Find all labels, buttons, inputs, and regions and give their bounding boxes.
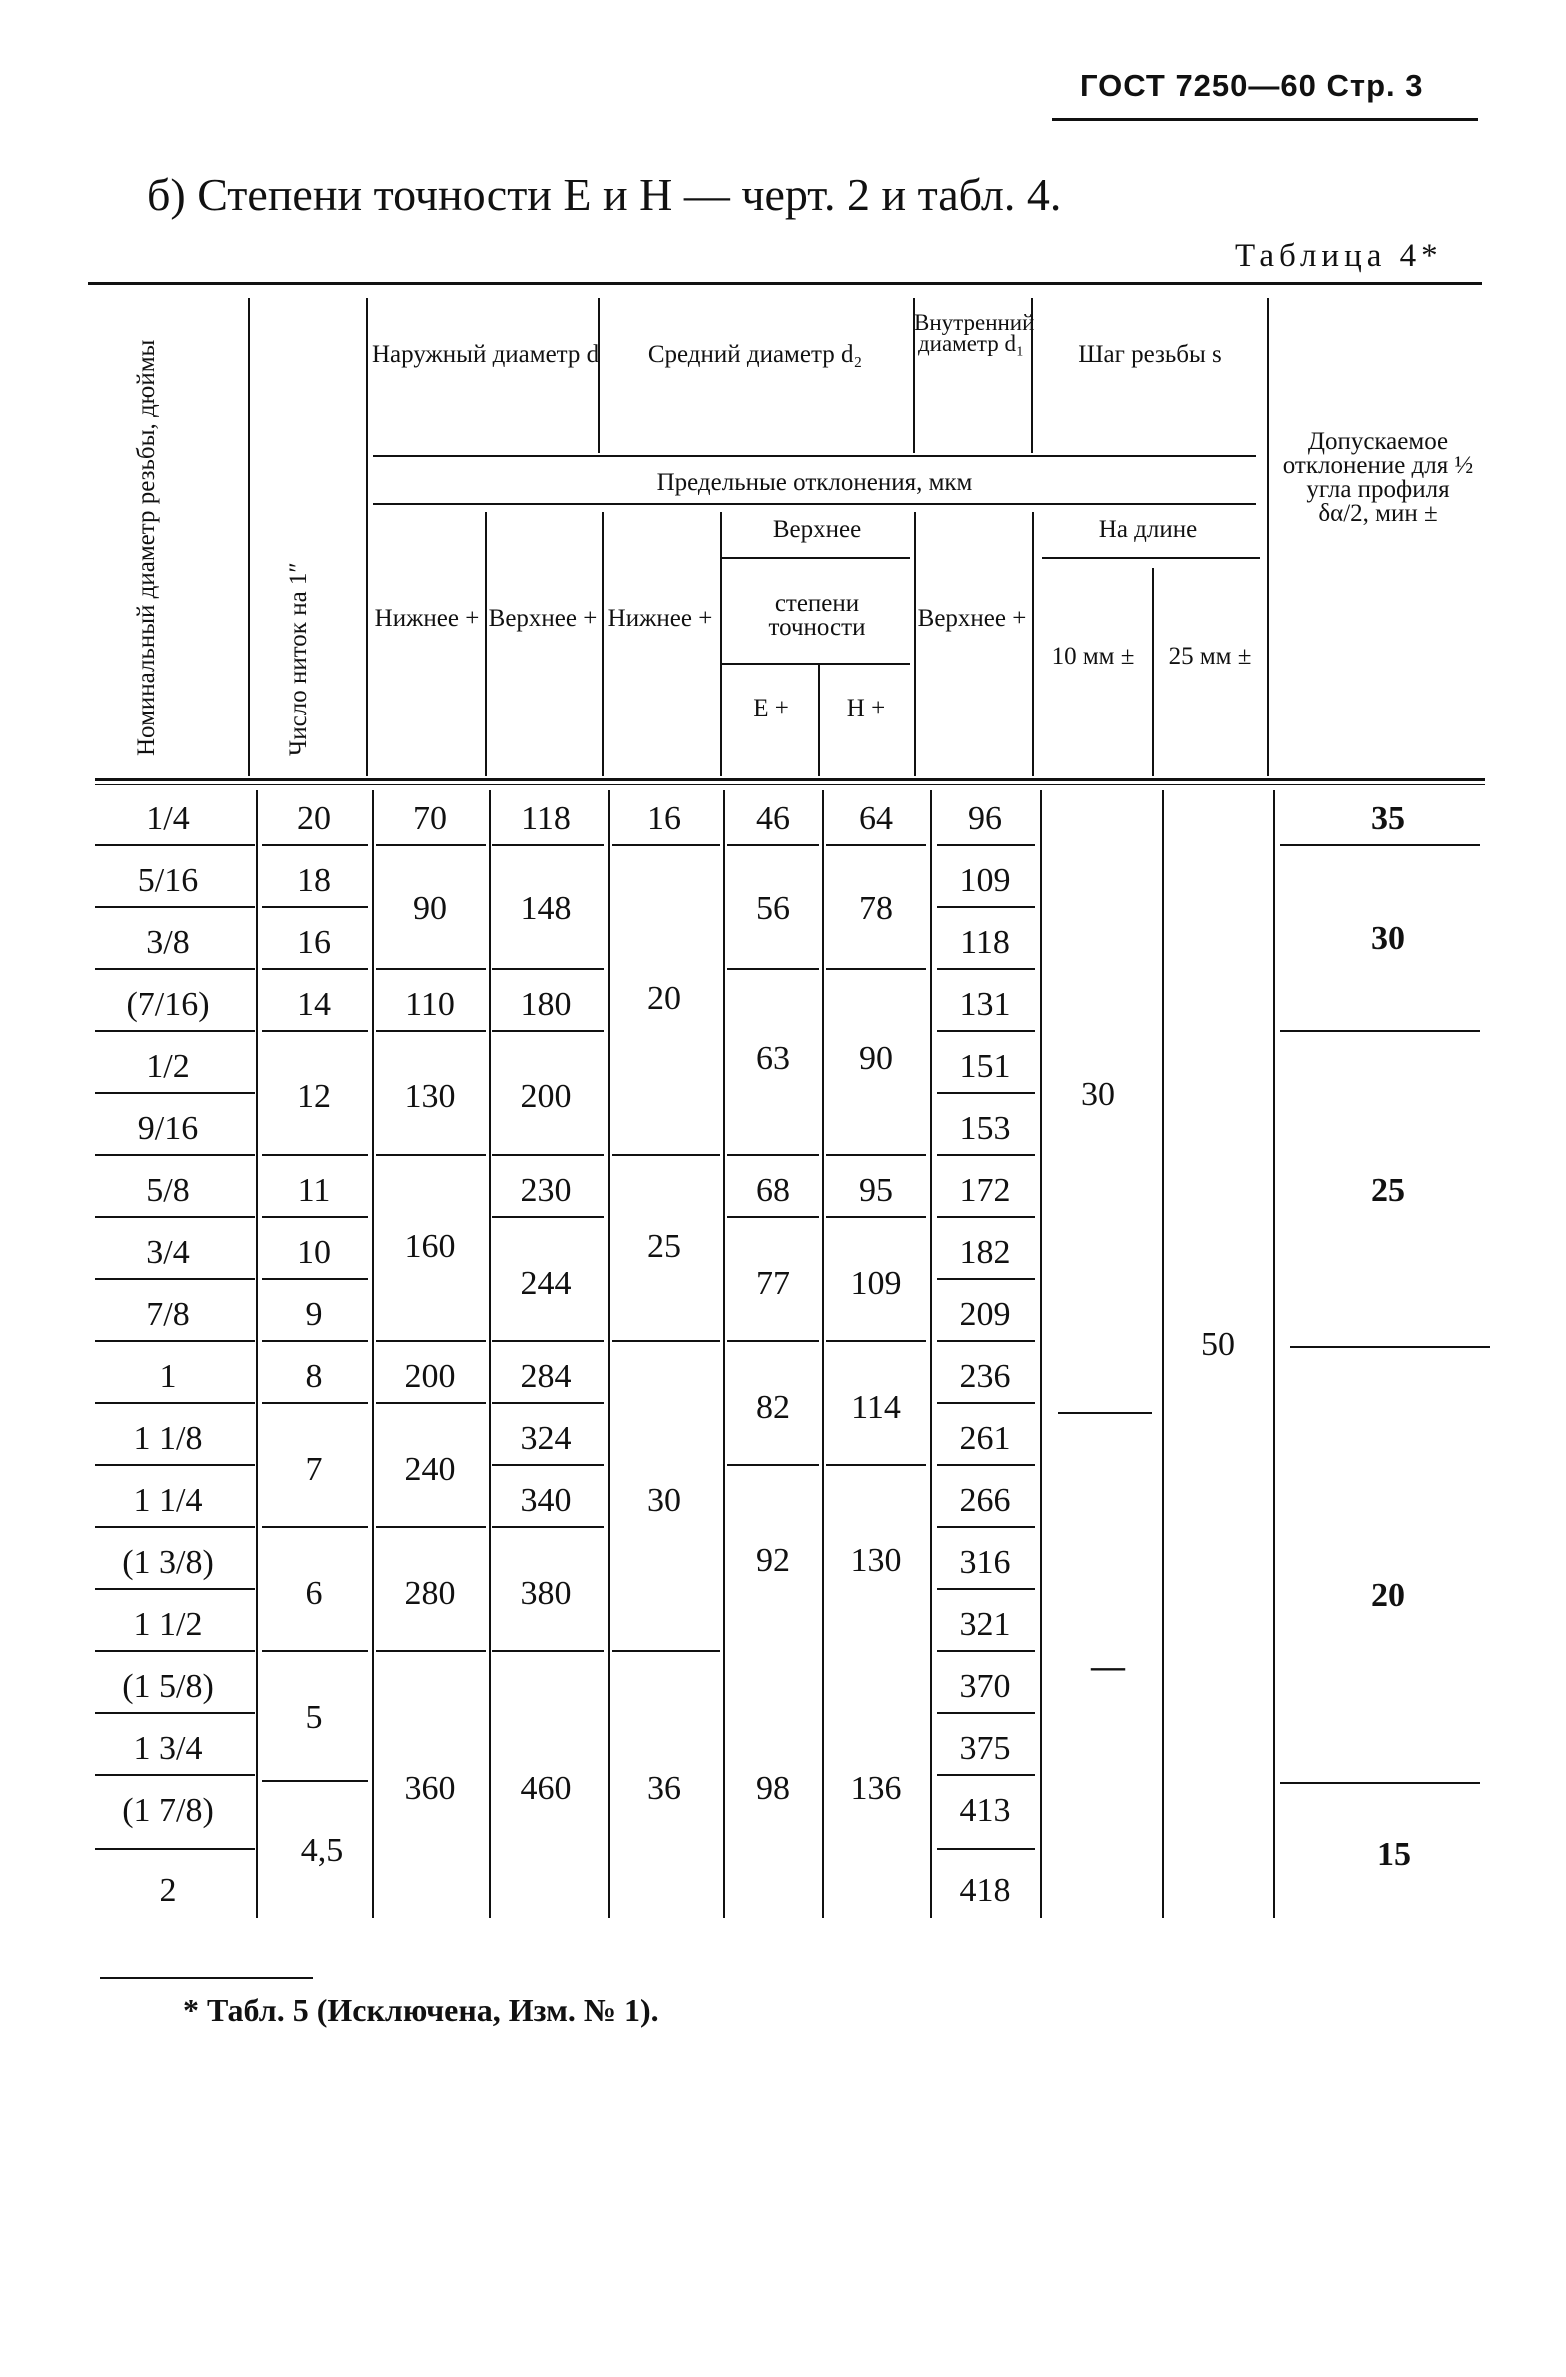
list-item: 1 1/8 (133, 1420, 203, 1457)
col-inner: Внутренний диаметр d₁ (914, 310, 1035, 356)
table-cell: 68 (756, 1172, 790, 1209)
col-pitch: Шаг резьбы s (1078, 341, 1222, 368)
list-item: 2 (159, 1872, 177, 1909)
table-cell: 98 (756, 1770, 790, 1807)
table-cell: 370 (959, 1668, 1011, 1705)
table-cell: 136 (850, 1770, 902, 1807)
footnote-rule (100, 1977, 313, 1979)
table-cell: 95 (859, 1172, 893, 1209)
table-cell: 360 (404, 1770, 456, 1807)
table-cell: 380 (520, 1575, 572, 1612)
col-H: H + (846, 695, 886, 722)
table-cell: 25 (1371, 1172, 1405, 1209)
table-cell: 5 (305, 1699, 323, 1736)
list-item: 9/16 (137, 1110, 199, 1147)
col-inner-upper: Верхнее + (917, 605, 1027, 632)
table-cell: 20 (647, 980, 681, 1017)
table-cell: 16 (297, 924, 331, 961)
table-cell: 209 (959, 1296, 1011, 1333)
table-cell: 114 (851, 1389, 901, 1426)
list-item: 5/8 (146, 1172, 190, 1209)
list-item: 1 1/2 (133, 1606, 203, 1643)
table-cell: 12 (297, 1078, 331, 1115)
col-outer: Наружный диаметр d (372, 341, 600, 368)
table-cell: 20 (1371, 1577, 1405, 1614)
table-cell: 20 (297, 800, 331, 837)
table-cell: 35 (1371, 800, 1405, 837)
table-cell: 96 (968, 800, 1002, 837)
table-cell: 160 (404, 1228, 456, 1265)
table-number: Таблица 4* (1235, 238, 1443, 274)
col-outer-upper: Верхнее + (488, 605, 598, 632)
table-cell: 460 (520, 1770, 572, 1807)
table-cell: 56 (756, 890, 790, 927)
table-cell: 261 (959, 1420, 1011, 1457)
table-cell: 30 (647, 1482, 681, 1519)
table-cell: 82 (756, 1389, 790, 1426)
table-cell: 244 (520, 1265, 572, 1302)
list-item: 5/16 (137, 862, 199, 899)
list-item: 1 (159, 1358, 177, 1395)
list-item: (1 5/8) (122, 1668, 214, 1705)
table-cell: 36 (647, 1770, 681, 1807)
table-cell: 236 (959, 1358, 1011, 1395)
table-cell: 118 (521, 800, 571, 837)
table-cell: 130 (850, 1542, 902, 1579)
list-item: 1 1/4 (133, 1482, 203, 1519)
caption: б) Степени точности E и H — черт. 2 и табл. 4. (147, 169, 1062, 220)
table-cell: 90 (413, 890, 447, 927)
table-cell: 375 (959, 1730, 1011, 1767)
table-top-rule (88, 282, 1482, 285)
table-cell: 200 (404, 1358, 456, 1395)
col-len10: 10 мм ± (1051, 643, 1135, 670)
table-cell: 7 (305, 1451, 323, 1488)
table-cell: 8 (305, 1358, 323, 1395)
table-cell: 321 (959, 1606, 1011, 1643)
table-cell: 30 (1081, 1076, 1115, 1113)
table-cell: 18 (297, 862, 331, 899)
table-cell: 109 (850, 1265, 902, 1302)
table-cell: 14 (297, 986, 331, 1023)
table-cell: — (1091, 1648, 1125, 1685)
table-cell: 413 (959, 1792, 1011, 1829)
table-cell: 266 (959, 1482, 1011, 1519)
table-cell: 10 (297, 1234, 331, 1271)
table-cell: 172 (959, 1172, 1011, 1209)
table-cell: 25 (647, 1228, 681, 1265)
col-len25: 25 мм ± (1168, 643, 1252, 670)
list-item: 3/4 (146, 1234, 190, 1271)
table-cell: 280 (404, 1575, 456, 1612)
list-item: 7/8 (146, 1296, 190, 1333)
table-cell: 90 (859, 1040, 893, 1077)
table-cell: 92 (756, 1542, 790, 1579)
table-cell: 64 (859, 800, 893, 837)
table-cell: 316 (959, 1544, 1011, 1581)
table-cell: 418 (959, 1872, 1011, 1909)
footnote: * Табл. 5 (Исключена, Изм. № 1). (183, 1992, 659, 2028)
col-E: E + (753, 695, 789, 722)
table-cell: 11 (297, 1172, 331, 1209)
table-cell: 109 (959, 862, 1011, 899)
table-cell: 148 (520, 890, 572, 927)
col-on-length: На длине (1098, 516, 1198, 543)
table-cell: 46 (756, 800, 790, 837)
col-limits: Предельные отклонения, мкм (656, 469, 973, 496)
list-item: 1/2 (146, 1048, 190, 1085)
page-header: ГОСТ 7250—60 Стр. 3 (1080, 68, 1424, 103)
table-cell: 151 (959, 1048, 1011, 1085)
list-item: 1/4 (146, 800, 190, 837)
table-cell: 118 (960, 924, 1010, 961)
table-cell: 230 (520, 1172, 572, 1209)
table-cell: 131 (959, 986, 1011, 1023)
table-cell: 50 (1201, 1326, 1235, 1363)
col-accuracy: степени точности (768, 590, 866, 641)
table-cell: 340 (520, 1482, 572, 1519)
table-cell: 153 (959, 1110, 1011, 1147)
table-cell: 110 (405, 986, 455, 1023)
header-bottom-rule (95, 778, 1485, 781)
col-nominal: Номинальный диаметр резьбы, дюймы (133, 339, 160, 756)
table-cell: 4,5 (300, 1832, 344, 1869)
header-rule (1052, 118, 1478, 121)
table-cell: 240 (404, 1451, 456, 1488)
col-middle: Средний диаметр d₂ (647, 341, 863, 368)
table-cell: 324 (520, 1420, 572, 1457)
list-item: (1 7/8) (122, 1792, 214, 1829)
table-cell: 6 (305, 1575, 323, 1612)
header-bottom-rule-2 (95, 784, 1485, 785)
table-cell: 77 (756, 1265, 790, 1302)
col-threads: Число ниток на 1″ (285, 562, 312, 756)
list-item: 3/8 (146, 924, 190, 961)
table-cell: 30 (1371, 920, 1405, 957)
col-upper: Верхнее (772, 516, 862, 543)
table-cell: 63 (756, 1040, 790, 1077)
table-cell: 130 (404, 1078, 456, 1115)
table-cell: 284 (520, 1358, 572, 1395)
col-angle: Допускаемое отклонение для ½ угла профиля δα/2, мин ± (1282, 428, 1474, 527)
table-cell: 16 (647, 800, 681, 837)
list-item: (7/16) (126, 986, 210, 1023)
list-item: (1 3/8) (122, 1544, 214, 1581)
table-cell: 182 (959, 1234, 1011, 1271)
table-cell: 15 (1377, 1836, 1411, 1873)
table-cell: 200 (520, 1078, 572, 1115)
col-outer-lower: Нижнее + (374, 605, 480, 632)
list-item: 1 3/4 (133, 1730, 203, 1767)
table-cell: 180 (520, 986, 572, 1023)
table-cell: 9 (305, 1296, 323, 1333)
col-middle-lower: Нижнее + (607, 605, 713, 632)
table-cell: 78 (859, 890, 893, 927)
table-cell: 70 (413, 800, 447, 837)
